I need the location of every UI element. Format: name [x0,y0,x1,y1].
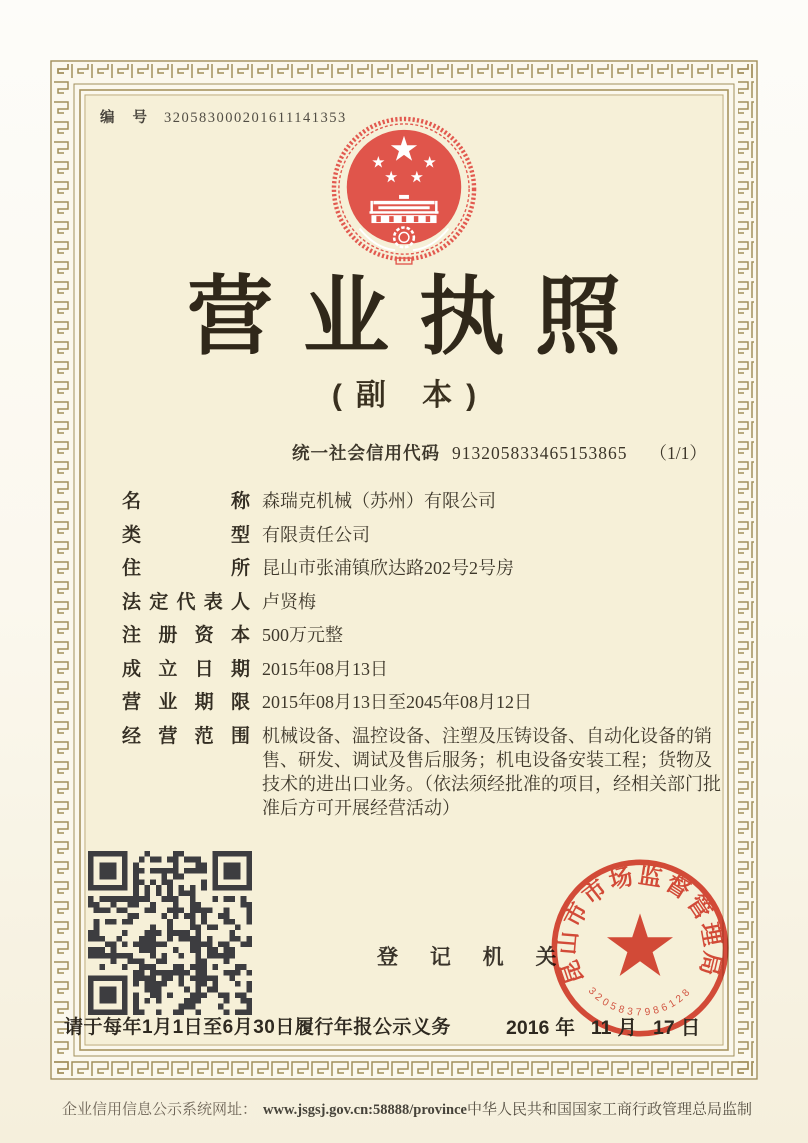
serial-label: 编 号 [100,110,155,126]
field-row [122,690,722,715]
issue-date-month-unit: 月 [617,1017,638,1039]
issue-date-day-unit: 日 [680,1017,701,1039]
field-value: 有限责任公司 [262,524,370,545]
field-label: 类 型 [122,524,250,546]
seal-number: 3205837986128 [585,985,695,1019]
field-row [122,590,722,615]
credit-system-label: 企业信用信息公示系统网址： [62,1101,258,1118]
field-label: 成 立 日 期 [122,658,250,680]
field-value: 卢贤梅 [262,591,316,612]
field-row [122,489,722,514]
registry-authority-label: 登 记 机 关 [377,946,570,969]
license-fields [122,489,722,828]
field-row [122,556,722,581]
qr-code [88,851,252,1015]
serial-row [100,106,347,127]
issue-date-day: 17 [653,1017,675,1039]
field-row [122,657,722,682]
national-emblem-icon [330,112,478,268]
credit-code-row [292,440,707,465]
field-label: 住 所 [122,558,250,579]
field-value: 500万元整 [262,625,343,645]
field-value: 2015年08月13日 [262,658,388,679]
field-value: 昆山市张浦镇欣达路202号2号房 [262,558,514,578]
field-label: 法 定 代 表 人 [122,591,250,613]
credit-code-page-marker: （1/1） [649,443,707,463]
field-value: 机械设备、温控设备、注塑及压铸设备、自动化设备的销售、研发、调试及售后服务；机电设备安装工程；货物及技术的进出口业务。（依法须经批准的项目，经相关部门批准后方可开展经营活动） [262,725,721,818]
credit-code-label: 统一社会信用代码 [292,443,440,463]
field-label: 经 营 范 围 [122,725,250,747]
annual-report-notice: 请于每年1月1日至6月30日履行年报公示义务 [64,1017,451,1038]
document-title: 营业执照 [187,269,651,365]
seal-text: 昆山市市场监督管理局 [553,861,727,988]
field-label: 名 称 [122,491,250,512]
issue-date-year: 2016 [506,1017,550,1039]
field-label: 注 册 资 本 [122,625,250,646]
field-row [122,724,722,820]
credit-system-url: www.jsgsj.gov.cn:58888/province [263,1102,467,1118]
serial-number: 320583000201611141353 [164,110,347,126]
field-row [122,623,722,648]
field-value: 2015年08月13日至2045年08月12日 [262,692,532,712]
issue-date [506,1012,700,1040]
field-row [122,523,722,548]
footer-left [62,1098,467,1119]
field-label: 营 业 期 限 [122,692,250,713]
field-value: 森瑞克机械（苏州）有限公司 [262,491,496,511]
footer-right: 中华人民共和国国家工商行政管理总局监制 [466,1101,752,1118]
issue-date-month: 11 [590,1017,612,1039]
issue-date-year-unit: 年 [555,1017,575,1039]
credit-code-value: 913205833465153865 [452,443,628,463]
document-subtitle: (副 本) [331,379,491,412]
